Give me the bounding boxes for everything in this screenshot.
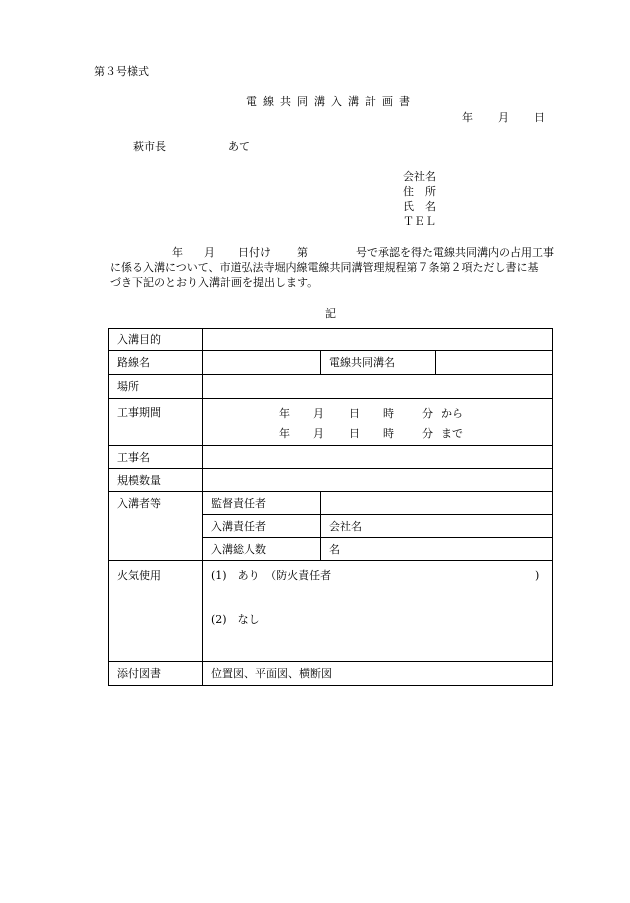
body-month: 月 <box>204 246 215 259</box>
duct-name-value <box>436 351 553 375</box>
date-month: 月 <box>498 111 509 124</box>
entrants-label: 入溝者等 <box>109 492 203 561</box>
body-dated: 日付け <box>238 246 271 259</box>
purpose-value <box>203 329 553 351</box>
period-from-day: 日 <box>349 407 360 420</box>
supervisor-label: 監督責任者 <box>203 492 321 515</box>
period-to-day: 日 <box>349 427 360 440</box>
fire-use-value <box>203 561 553 662</box>
date-year: 年 <box>462 111 473 124</box>
body-sentence-1: 号で承認を得た電線共同溝内の占用工事 <box>356 246 554 259</box>
period-to-hour: 時 <box>383 427 394 440</box>
period-to-label: まで <box>441 427 463 440</box>
applicant-name-label: 氏 名 <box>403 200 436 213</box>
fire-no: (2) なし <box>211 613 260 626</box>
scale-label: 規模数量 <box>109 469 203 492</box>
attachments-label: 添付図書 <box>109 662 203 686</box>
period-from-minute: 分 <box>422 407 433 420</box>
duct-name-label: 電線共同溝名 <box>321 351 436 375</box>
period-from-year: 年 <box>279 407 290 420</box>
period-from-month: 月 <box>313 407 324 420</box>
page-title: 電線共同溝入溝計画書 <box>246 95 416 108</box>
work-name-value <box>203 446 553 469</box>
addressee-suffix: あて <box>228 140 250 153</box>
attachments-value: 位置図、平面図、横断図 <box>203 662 553 686</box>
work-name-label: 工事名 <box>109 446 203 469</box>
entry-manager-label: 入溝責任者 <box>203 515 321 538</box>
period-to-year: 年 <box>279 427 290 440</box>
body-year: 年 <box>172 246 183 259</box>
ki-heading: 記 <box>325 307 336 320</box>
body-sentence-3: づき下記のとおり入溝計画を提出します。 <box>110 276 319 289</box>
fire-use-label: 火気使用 <box>109 561 203 662</box>
applicant-address-label: 住 所 <box>403 185 436 198</box>
plan-table <box>108 328 553 686</box>
fire-yes-close: ) <box>535 569 540 582</box>
period-label: 工事期間 <box>109 399 203 446</box>
date-day: 日 <box>534 111 545 124</box>
total-people-label: 入溝総人数 <box>203 538 321 561</box>
body-no-prefix: 第 <box>297 246 308 259</box>
body-sentence-2: に係る入溝について、市道弘法寺堀内線電線共同溝管理規程第７条第２項ただし書に基 <box>110 261 539 274</box>
period-to-minute: 分 <box>422 427 433 440</box>
period-value <box>203 399 553 446</box>
place-label: 場所 <box>109 375 203 399</box>
form-number: 第３号様式 <box>94 65 149 78</box>
period-to-month: 月 <box>313 427 324 440</box>
route-name-label: 路線名 <box>109 351 203 375</box>
period-from-label: から <box>441 407 463 420</box>
addressee-mayor: 萩市長 <box>133 140 166 153</box>
place-value <box>203 375 553 399</box>
route-name-value <box>203 351 321 375</box>
applicant-tel-label: ＴＥＬ <box>403 215 436 228</box>
entry-manager-company: 会社名 <box>321 515 553 538</box>
total-people-unit: 名 <box>321 538 553 561</box>
scale-value <box>203 469 553 492</box>
fire-yes: (1) あり （防火責任者 <box>211 569 332 582</box>
purpose-label: 入溝目的 <box>109 329 203 351</box>
supervisor-value <box>321 492 553 515</box>
period-from-hour: 時 <box>383 407 394 420</box>
applicant-company-label: 会社名 <box>403 170 436 183</box>
